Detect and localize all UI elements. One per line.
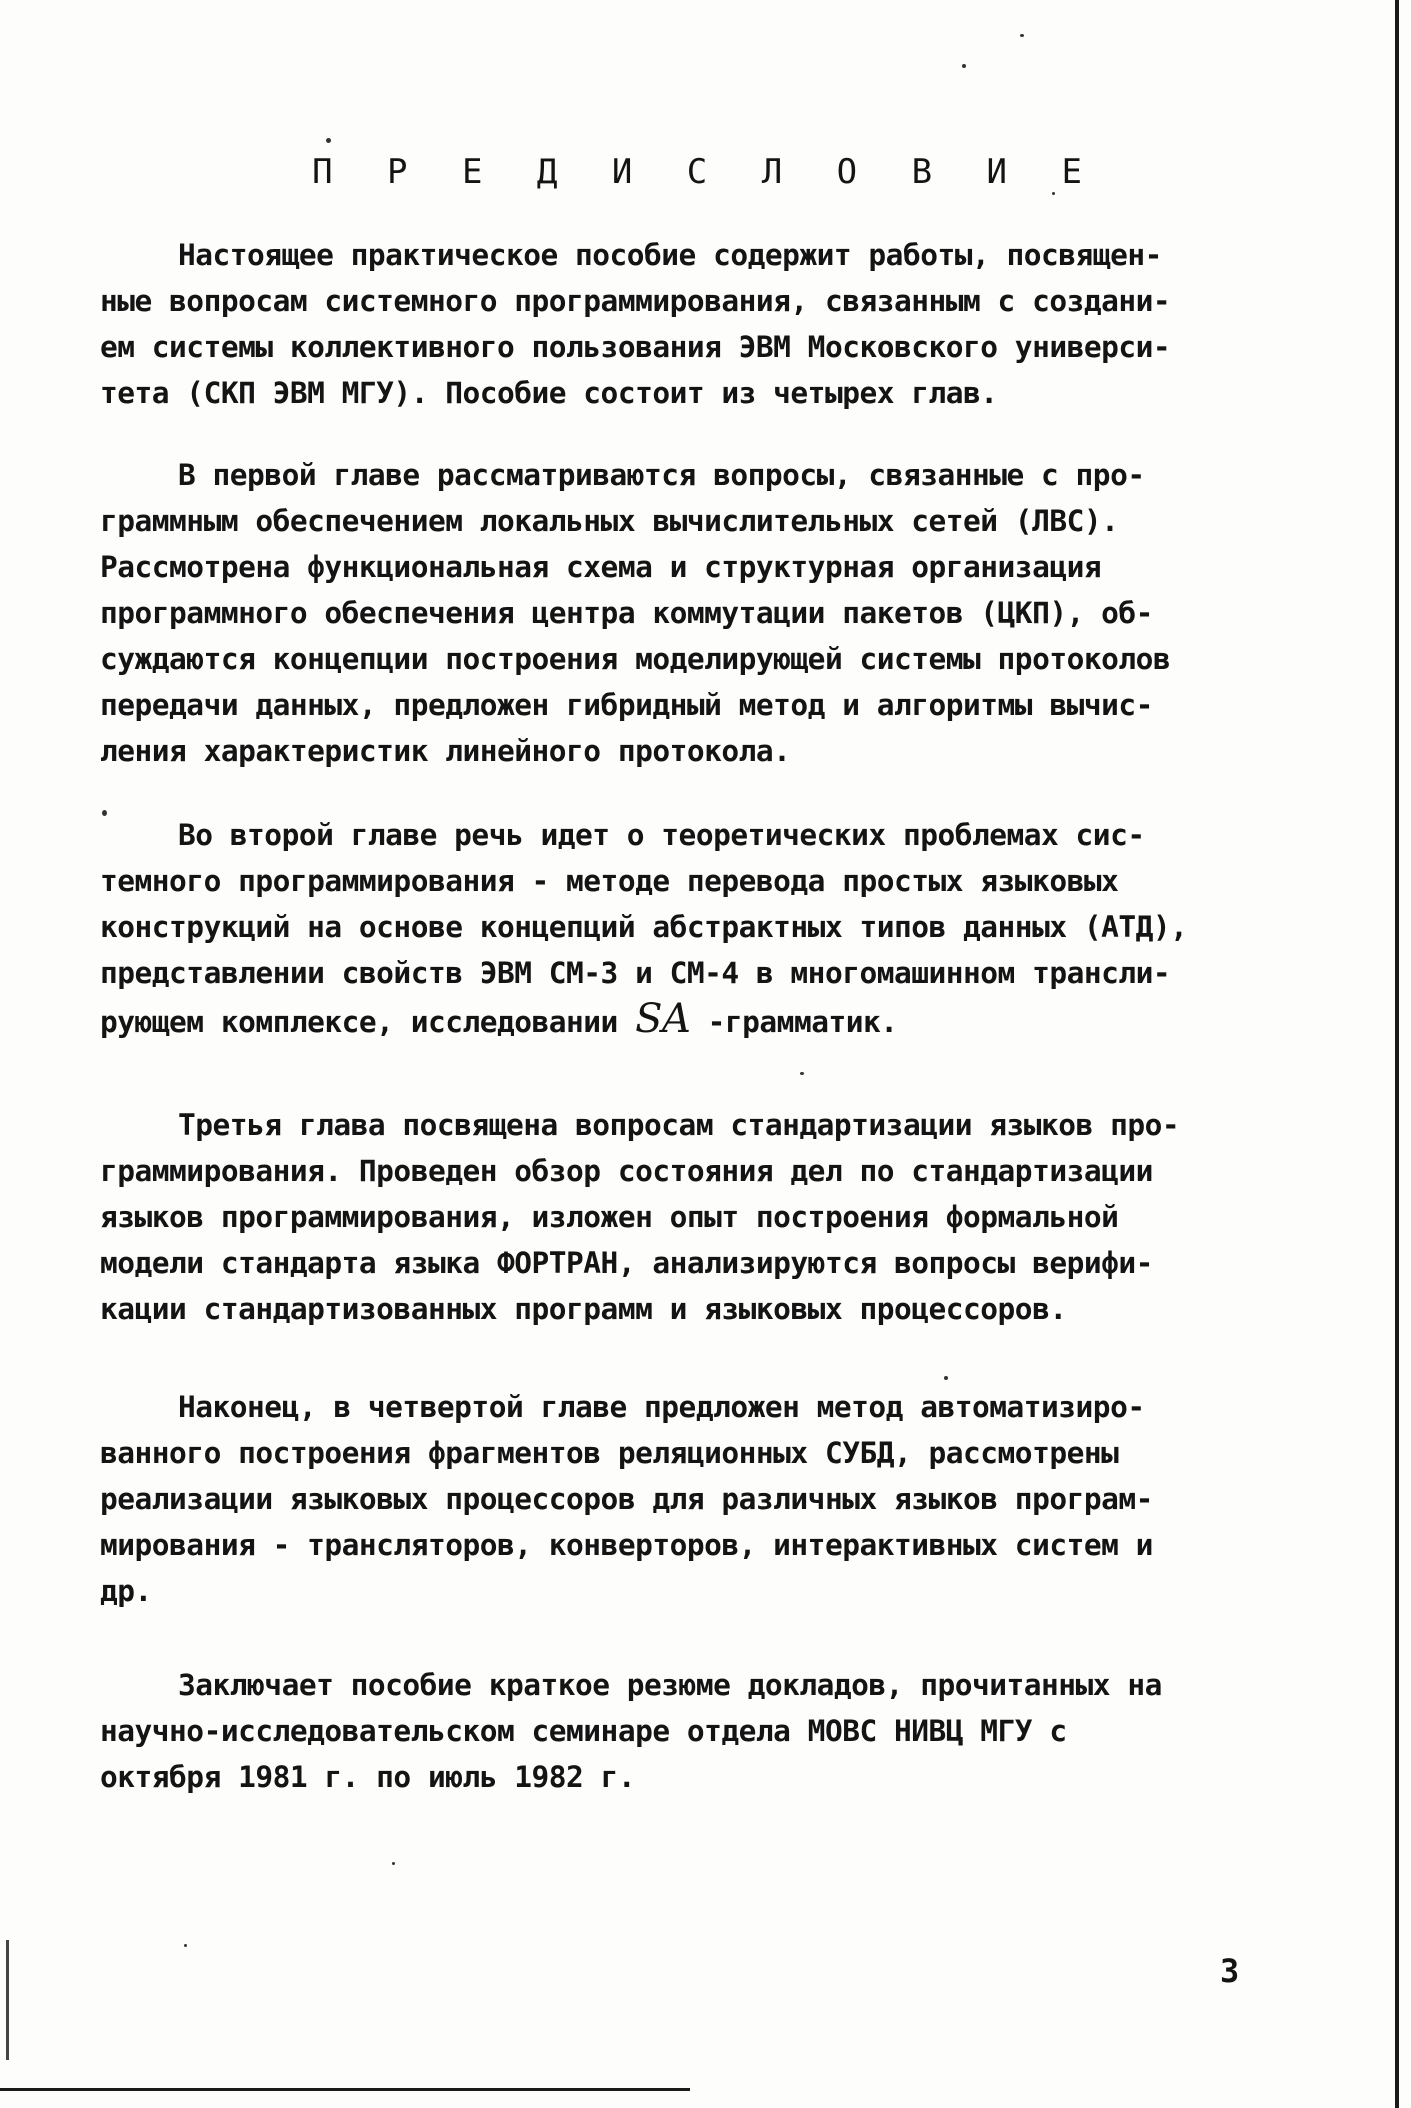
paragraph-line: представлении свойств ЭВМ СМ-3 и СМ-4 в многомашинном трансли-: [100, 956, 1171, 990]
paragraph-line: [100, 996, 1310, 1042]
paragraph-line: Рассмотрена функциональная схема и структурная организация: [100, 550, 1102, 584]
paragraph-3: [100, 812, 1310, 1042]
paragraph-line: языков программирования, изложен опыт построения формальной: [100, 1200, 1119, 1234]
paragraph-line: модели стандарта языка ФОРТРАН, анализируются вопросы верифи-: [100, 1246, 1153, 1280]
paragraph-line: тета (СКП ЭВМ МГУ). Пособие состоит из четырех глав.: [100, 376, 998, 410]
paragraph-line: ные вопросам системного программирования, связанным с создани-: [100, 284, 1171, 318]
paragraph-6: [100, 1662, 1310, 1800]
paragraph-line: темного программирования - методе перевода простых языковых: [100, 864, 1119, 898]
paragraph-line: мирования - трансляторов, конверторов, интерактивных систем и: [100, 1528, 1153, 1562]
paragraph-line: Настоящее практическое пособие содержит работы, посвящен-: [178, 238, 1162, 272]
paragraph-line: В первой главе рассматриваются вопросы, связанные с про-: [178, 458, 1145, 492]
paragraph-line: научно-исследовательском семинаре отдела МОВС НИВЦ МГУ с: [100, 1714, 1067, 1748]
paragraph-line: программного обеспечения центра коммутации пакетов (ЦКП), об-: [100, 596, 1153, 630]
paragraph-line: ем системы коллективного пользования ЭВМ Московского универси-: [100, 330, 1171, 364]
paragraph-line: Третья глава посвящена вопросам стандартизации языков про-: [178, 1108, 1180, 1142]
paragraph-line: граммным обеспечением локальных вычислительных сетей (ЛВС).: [100, 504, 1119, 538]
paragraph-line: передачи данных, предложен гибридный метод и алгоритмы вычис-: [100, 688, 1153, 722]
scan-edge-bottom: [0, 2088, 690, 2091]
paragraph-2: [100, 452, 1310, 774]
scan-speck: [1020, 34, 1024, 37]
paragraph-line: реализации языковых процессоров для различных языков програм-: [100, 1482, 1153, 1516]
scan-speck: [326, 138, 331, 143]
page-number: 3: [1220, 1952, 1239, 1990]
paragraph-line: др.: [100, 1574, 152, 1608]
paragraph-line: Во второй главе речь идет о теоретических проблемах сис-: [178, 818, 1145, 852]
scan-edge-right: [1395, 0, 1399, 2108]
scan-speck: [944, 1376, 948, 1380]
paragraph-line: ления характеристик линейного протокола.: [100, 734, 791, 768]
scan-speck: [102, 810, 107, 816]
scan-speck: [962, 64, 966, 68]
paragraph-line: конструкций на основе концепций абстрактных типов данных (АТД),: [100, 910, 1188, 944]
paragraph-line: граммирования. Проведен обзор состояния дел по стандартизации: [100, 1154, 1153, 1188]
paragraph-line: суждаются концепции построения моделирующей системы протоколов: [100, 642, 1171, 676]
scan-speck: [800, 1072, 804, 1075]
sa-symbol: SA: [635, 996, 691, 1042]
scan-speck: [1052, 192, 1055, 195]
scan-speck: [184, 1944, 187, 1947]
paragraph-line: октября 1981 г. по июль 1982 г.: [100, 1760, 636, 1794]
scan-speck: [392, 1862, 395, 1865]
line-text: -грамматик.: [690, 1005, 898, 1039]
scan-edge-left: [6, 1940, 9, 2060]
paragraph-1: [100, 232, 1310, 416]
line-text: рующем комплексе, исследовании: [100, 1005, 636, 1039]
paragraph-line: кации стандартизованных программ и языковых процессоров.: [100, 1292, 1067, 1326]
paragraph-4: [100, 1102, 1310, 1332]
paragraph-line: ванного построения фрагментов реляционных СУБД, рассмотрены: [100, 1436, 1119, 1470]
page-title: П Р Е Д И С Л О В И Е: [312, 152, 1099, 192]
paragraph-line: Заключает пособие краткое резюме докладов, прочитанных на: [178, 1668, 1162, 1702]
paragraph-5: [100, 1384, 1310, 1614]
paragraph-line: Наконец, в четвертой главе предложен метод автоматизиро-: [178, 1390, 1145, 1424]
